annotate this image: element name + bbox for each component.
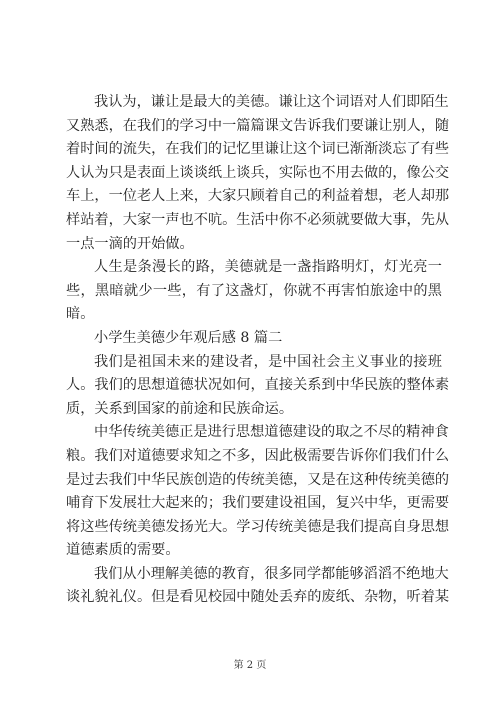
text-line: 哺育下发展壮大起来的；我们要建设祖国，复兴中华，更需要 xyxy=(66,495,450,512)
text-line: 将这些传统美德发扬光大。学习传统美德是我们提高自身思想 xyxy=(66,518,450,535)
text-line: 暗。 xyxy=(66,306,95,323)
document-body xyxy=(66,91,450,610)
text-line: 质，关系到国家的前途和民族命运。 xyxy=(66,400,294,417)
text-line: 中华传统美德正是进行思想道德建设的取之不尽的精神食 xyxy=(94,424,449,441)
text-line: 我们从小理解美德的教育，很多同学都能够滔滔不绝地大 xyxy=(94,565,449,582)
paragraph-4 xyxy=(66,421,450,563)
text-line: 又熟悉，在我们的学习中一篇篇课文告诉我们要谦让别人，随 xyxy=(66,117,450,134)
text-line: 样站着，大家一声也不吭。生活中你不必须就要做大事，先从 xyxy=(66,211,450,228)
paragraph-1 xyxy=(66,91,450,256)
text-line: 着时间的流失，在我们的记忆里谦让这个词已渐渐淡忘了有些 xyxy=(66,141,450,158)
text-line: 我们是祖国未来的建设者，是中国社会主义事业的接班 xyxy=(94,353,442,370)
text-line: 道德素质的需要。 xyxy=(66,542,180,559)
text-line: 车上，一位老人上来，大家只顾着自己的利益着想，老人却那 xyxy=(66,188,450,205)
text-line: 人。我们的思想道德状况如何，直接关系到中华民族的整体素 xyxy=(66,377,450,394)
text-line: 人生是条漫长的路，美德就是一盏指路明灯，灯光亮一 xyxy=(94,259,442,276)
text-line: 粮。我们对道德要求知之不多，因此极需要告诉你们我们什么 xyxy=(66,447,450,464)
text-line: 一点一滴的开始做。 xyxy=(66,235,194,252)
paragraph-2 xyxy=(66,256,442,327)
page-number: 第 2 页 xyxy=(233,660,267,671)
paragraph-3 xyxy=(66,351,450,422)
text-line: 人认为只是表面上谈谈纸上谈兵，实际也不用去做的，像公交 xyxy=(66,164,450,181)
text-line: 些，黑暗就少一些，有了这盏灯，你就不再害怕旅途中的黑 xyxy=(66,282,442,299)
text-line: 是过去我们中华民族创造的传统美德，又是在这种传统美德的 xyxy=(66,471,450,488)
paragraph-5 xyxy=(66,563,450,610)
text-line: 我认为，谦让是最大的美德。谦让这个词语对人们即陌生 xyxy=(94,94,449,110)
text-line: 谈礼貌礼仪。但是看见校园中随处丢弃的废纸、杂物，听着某 xyxy=(66,589,450,606)
section-heading: 小学生美德少年观后感 8 篇二 xyxy=(94,329,283,346)
